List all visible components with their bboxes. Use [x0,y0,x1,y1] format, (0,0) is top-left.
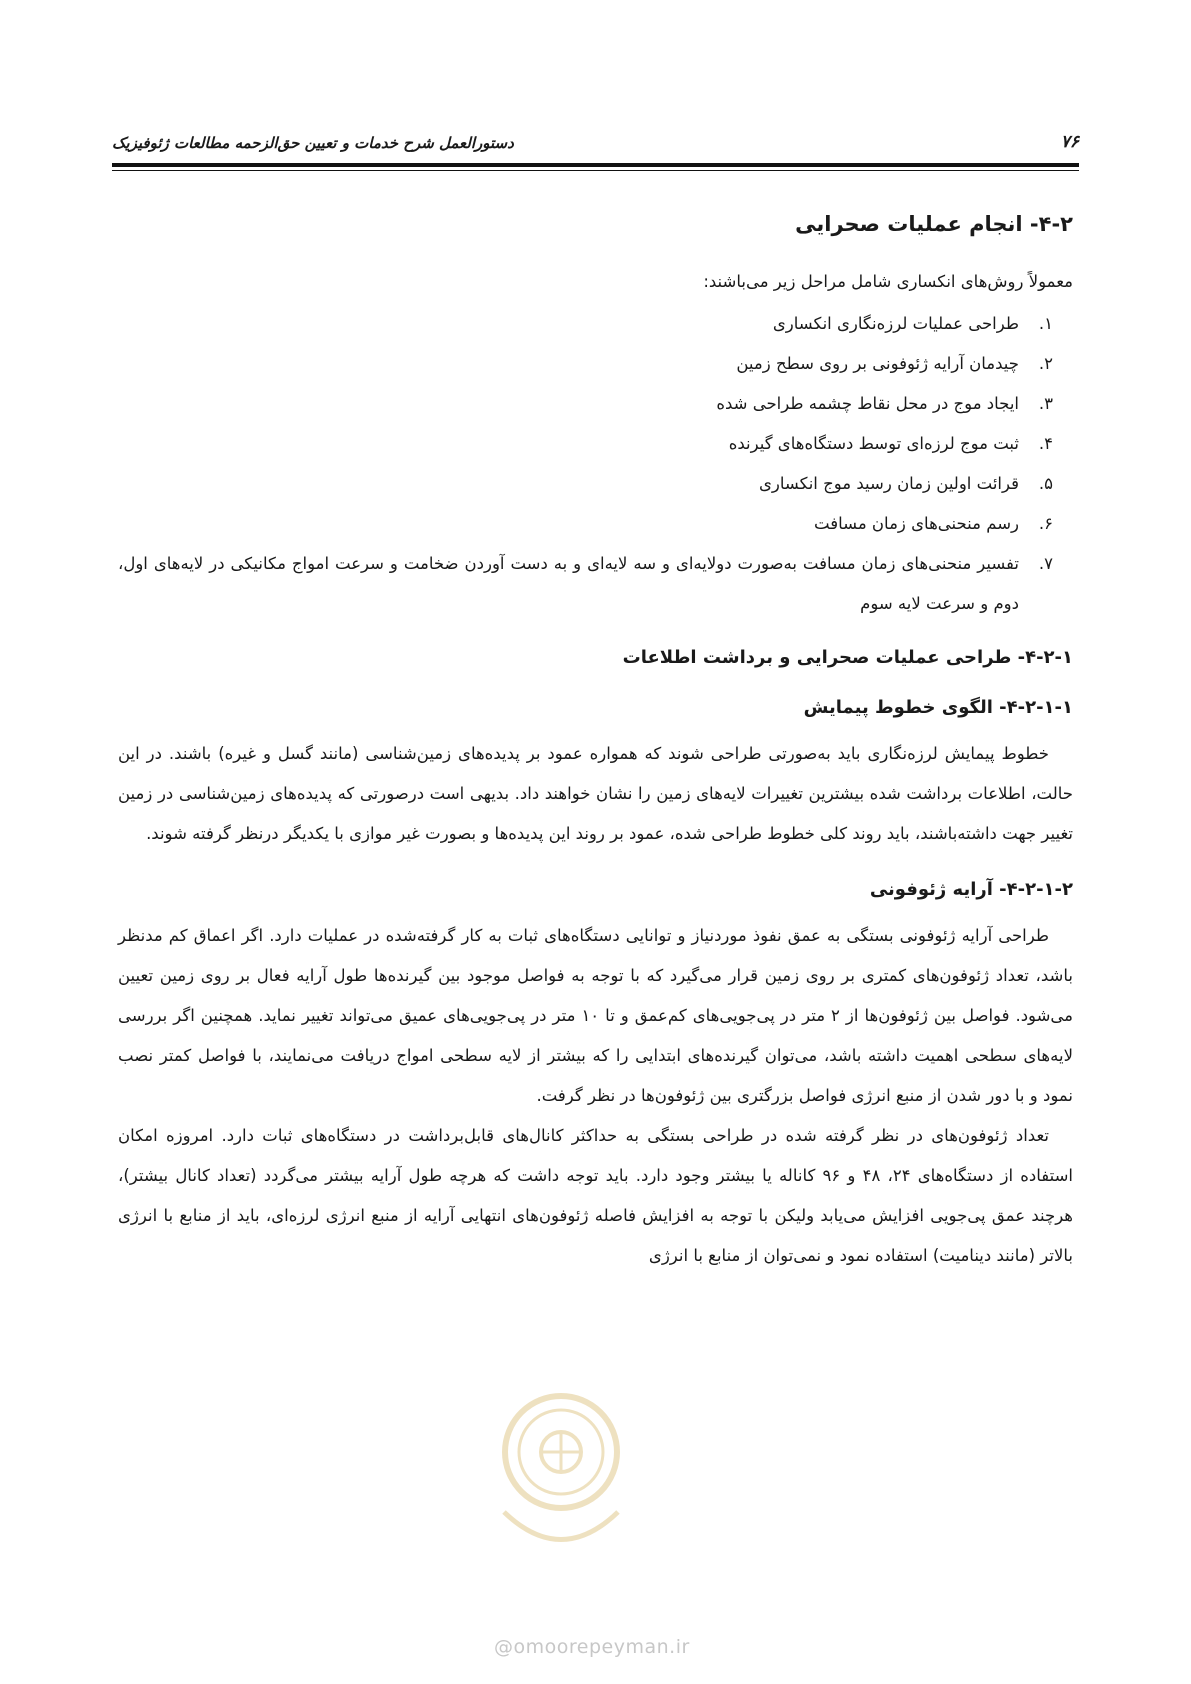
list-number: ۲. [1038,354,1053,373]
list-item-text: ایجاد موج در محل نقاط چشمه طراحی شده [716,394,1019,413]
header-rule-thick [112,163,1079,167]
list-number: ۳. [1038,394,1053,413]
list-item [118,424,1053,464]
list-item [118,544,1053,624]
section-intro: معمولاً روش‌های انکساری شامل مراحل زیر می‌باشند: [703,272,1073,291]
paragraph-survey-lines: خطوط پیمایش لرزه‌نگاری باید به‌صورتی طراحی شوند که همواره عمود بر پدیده‌های زمین‌شناسی (مانند گسل و غیره) باشند. در این حالت، اطلاعات برداشت شده بیشترین تغییرات لایه‌های زمین را نشان خواهند داد. بدیهی است درصورتی که پدیده‌های زمین‌شناسی در زمین تغییر جهت داشته‌باشند، باید روند کلی خطوط طراحی شده، عمود بر روند این پدیده‌ها و بصورت غیر موازی با یکدیگر درنظر گرفته شوند. [118,744,1073,843]
subsubsection-heading-1: ۴-۲-۱-۱- الگوی خطوط پیمایش [803,697,1073,718]
paragraph-geophone-count: تعداد ژئوفون‌های در نظر گرفته شده در طراحی بستگی به حداکثر کانال‌های قابل‌برداشت در دستگاه‌های ثبات دارد. امروزه امکان استفاده از دستگاه‌های ۲۴، ۴۸ و ۹۶ کاناله یا بیشتر وجود دارد. باید توجه داشت که هرچه طول آرایه بیشتر می‌گردد (تعداد کانال بیشتر)، هرچند عمق پی‌جویی افزایش می‌یابد ولیکن با توجه به افزایش فاصله ژئوفون‌های انتهایی آرایه از منبع انرژی لرزه‌ای، باید از منابع با انرژی بالاتر (مانند دینامیت) استفاده نمود و نمی‌توان از منابع با انرژی [118,1126,1073,1265]
list-number: ۷. [1038,554,1053,573]
page-content [118,208,1073,1276]
list-number: ۱. [1038,314,1053,333]
page-number: ۷۶ [1060,132,1079,152]
running-title: دستورالعمل شرح خدمات و تعیین حق‌الزحمه مطالعات ژئوفیزیک [112,134,514,152]
list-item [118,464,1053,504]
steps-list [118,304,1073,624]
list-item-text: رسم منحنی‌های زمان مسافت [814,514,1019,533]
header-rule-thin [112,170,1079,171]
paragraph-geophone-array: طراحی آرایه ژئوفونی بستگی به عمق نفوذ موردنیاز و توانایی دستگاه‌های ثبات به کار گرفته‌شده در عملیات دارد. اگر اعماق کم مدنظر باشد، تعداد ژئوفون‌های کمتری بر روی زمین قرار می‌گیرد که با توجه به فواصل موجود بین گیرنده‌ها طول آرایه فعال بر روی زمین تعیین می‌شود. فواصل بین ژئوفون‌ها از ۲ متر در پی‌جویی‌های کم‌عمق و تا ۱۰ متر در پی‌جویی‌های عمیق می‌تواند تغییر نماید. همچنین اگر بررسی لایه‌های سطحی اهمیت داشته باشد، می‌توان گیرنده‌های ابتدایی را که بیشتر از لایه سطحی امواج دریافت می‌نمایند، با فواصل کمتر نصب نمود و با دور شدن از منبع انرژی فواصل بزرگتری بین ژئوفون‌ها در نظر گرفت. [118,926,1073,1105]
list-item-text: طراحی عملیات لرزه‌نگاری انکساری [772,314,1019,333]
subsubsection-heading-2: ۴-۲-۱-۲- آرایه ژئوفونی [869,879,1073,900]
running-header [112,122,1079,152]
list-number: ۶. [1038,514,1053,533]
list-item-text: چیدمان آرایه ژئوفونی بر روی سطح زمین [736,354,1019,373]
watermark-url: @omoorepeyman.ir [494,1636,690,1658]
subsection-heading: ۴-۲-۱- طراحی عملیات صحرایی و برداشت اطلاعات [622,647,1073,668]
watermark-seal-icon [484,1392,638,1572]
list-item [118,384,1053,424]
list-item-text: تفسیر منحنی‌های زمان مسافت به‌صورت دولایه‌ای و سه لایه‌ای و به دست آوردن ضخامت و سرعت امواج مکانیکی در لایه‌های اول، دوم و سرعت لایه سوم [118,554,1019,613]
list-number: ۴. [1038,434,1053,453]
list-item [118,504,1053,544]
list-item [118,304,1053,344]
list-item-text: قرائت اولین زمان رسید موج انکساری [758,474,1019,493]
list-number: ۵. [1038,474,1053,493]
list-item [118,344,1053,384]
section-heading: ۴-۲- انجام عملیات صحرایی [795,212,1073,236]
list-item-text: ثبت موج لرزه‌ای توسط دستگاه‌های گیرنده [728,434,1019,453]
